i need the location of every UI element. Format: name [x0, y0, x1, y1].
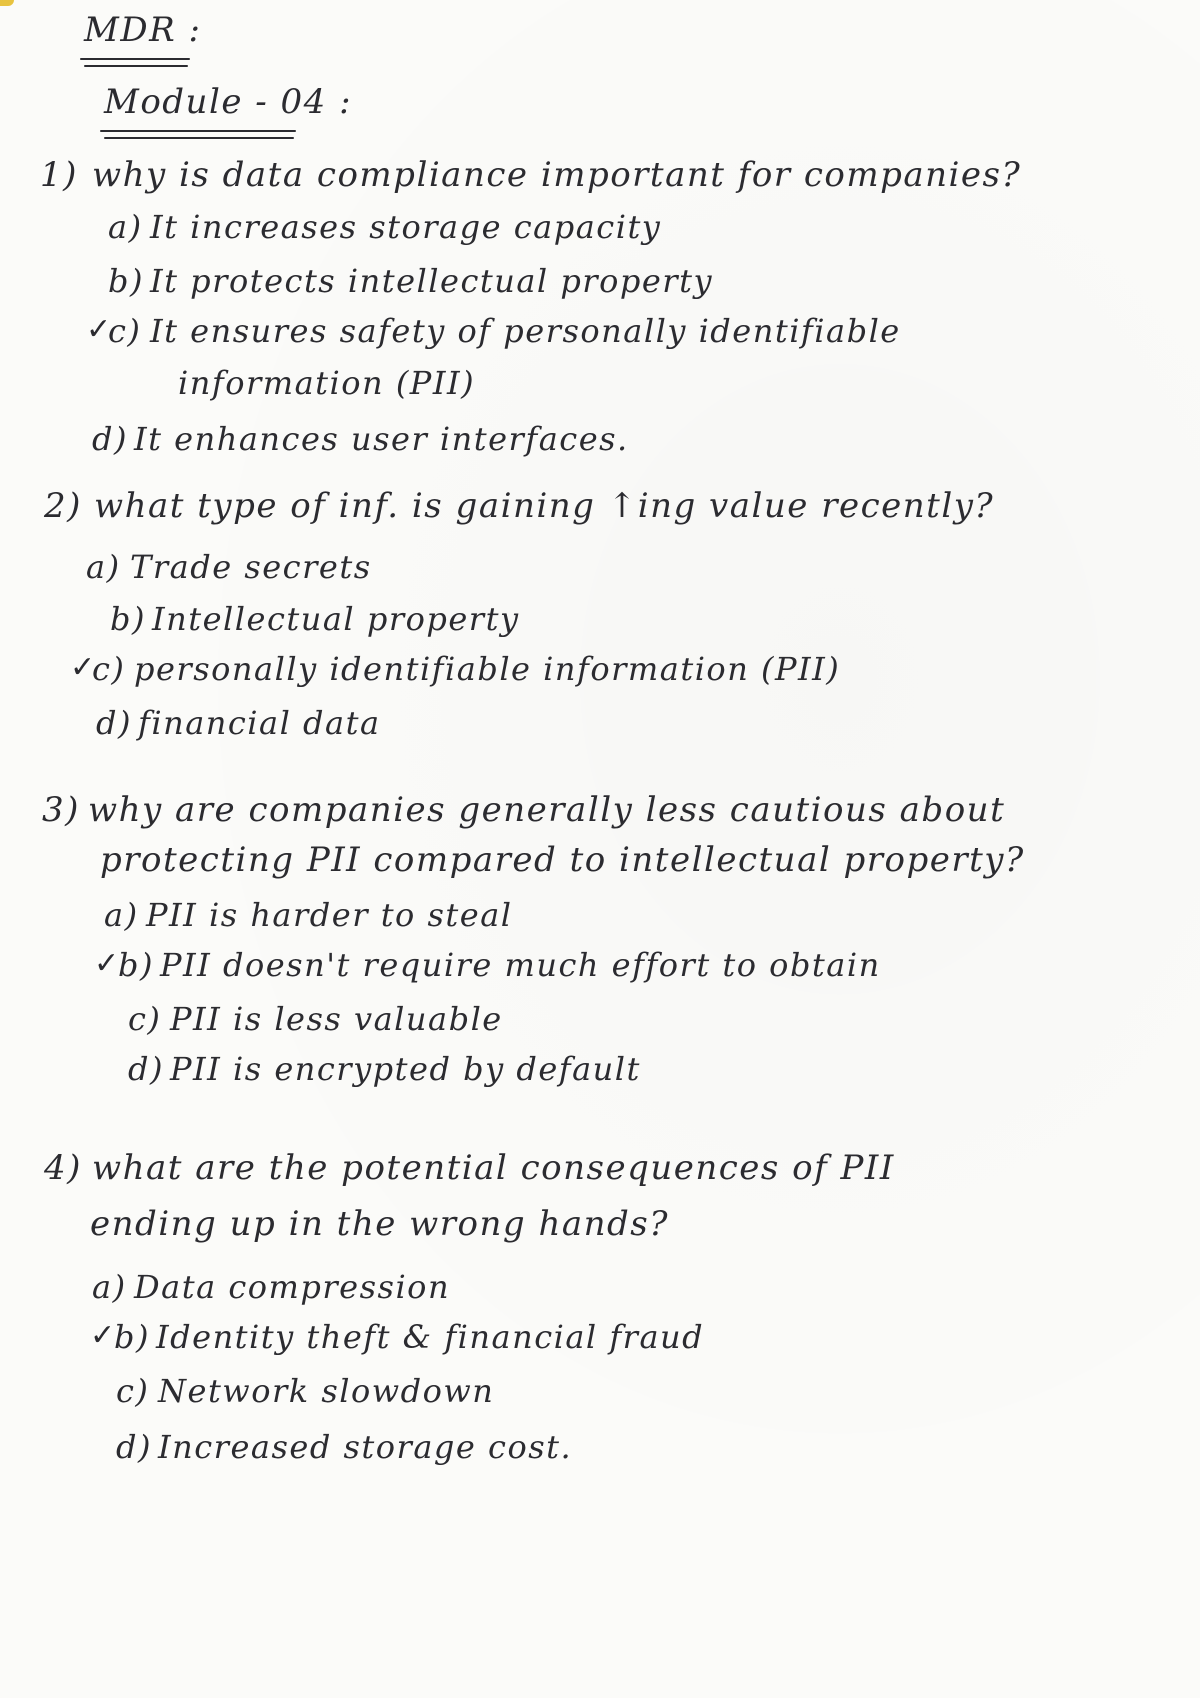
- q3-number: 3): [42, 790, 80, 830]
- q3-option-d-label: d): [128, 1050, 164, 1088]
- subject-underline-2: [84, 65, 188, 67]
- subject-title: MDR :: [84, 10, 202, 50]
- q4-text-line-2: ending up in the wrong hands?: [90, 1204, 669, 1244]
- q1-option-a: It increases storage capacity: [150, 208, 662, 246]
- q4-option-c: Network slowdown: [158, 1372, 495, 1410]
- module-title: Module - 04 :: [104, 82, 353, 122]
- q3-option-b: PII doesn't require much effort to obtain: [160, 946, 881, 984]
- q4-option-b: Identity theft & financial fraud: [156, 1318, 705, 1356]
- q2-option-a-label: a): [86, 548, 121, 586]
- q4-option-d: Increased storage cost.: [158, 1428, 573, 1466]
- q4-answer-check-icon: ✓: [90, 1318, 116, 1353]
- corner-mark: [0, 0, 14, 6]
- q1-option-d-label: d): [92, 420, 128, 458]
- module-underline-2: [104, 137, 294, 139]
- q4-option-a-label: a): [92, 1268, 127, 1306]
- q1-option-c: It ensures safety of personally identifiable: [150, 312, 901, 350]
- q4-option-a: Data compression: [134, 1268, 451, 1306]
- q3-option-a-label: a): [104, 896, 139, 934]
- q1-option-b: It protects intellectual property: [150, 262, 714, 300]
- q3-text-line-1: why are companies generally less cautious about: [88, 790, 1006, 830]
- q2-option-a: Trade secrets: [130, 548, 372, 586]
- subject-underline: [80, 58, 190, 60]
- q1-option-a-label: a): [108, 208, 143, 246]
- q1-answer-check-icon: ✓: [86, 312, 112, 347]
- q4-option-b-label: b): [114, 1318, 150, 1356]
- q4-option-c-label: c): [116, 1372, 150, 1410]
- q2-option-d-label: d): [96, 704, 132, 742]
- q3-text-line-2: protecting PII compared to intellectual property?: [100, 840, 1025, 880]
- q1-option-d: It enhances user interfaces.: [134, 420, 629, 458]
- q3-option-c-label: c): [128, 1000, 162, 1038]
- q3-option-a: PII is harder to steal: [146, 896, 513, 934]
- q2-option-c-label: c): [92, 650, 126, 688]
- q3-option-b-label: b): [118, 946, 154, 984]
- q1-option-b-label: b): [108, 262, 144, 300]
- q2-option-d: financial data: [138, 704, 381, 742]
- q2-option-b-label: b): [110, 600, 146, 638]
- q4-option-d-label: d): [116, 1428, 152, 1466]
- q2-text: what type of inf. is gaining ↑ing value recently?: [94, 486, 995, 526]
- q4-number: 4): [44, 1148, 82, 1188]
- q3-option-c: PII is less valuable: [170, 1000, 503, 1038]
- q1-option-c-continued: information (PII): [178, 364, 476, 402]
- q1-text: why is data compliance important for companies?: [92, 155, 1022, 195]
- q4-text-line-1: what are the potential consequences of PII: [92, 1148, 895, 1188]
- q1-number: 1): [40, 155, 78, 195]
- q3-option-d: PII is encrypted by default: [170, 1050, 641, 1088]
- module-underline: [100, 130, 296, 132]
- q2-option-c: personally identifiable information (PII): [134, 650, 841, 688]
- q2-answer-check-icon: ✓: [70, 650, 96, 685]
- q1-option-c-label: c): [108, 312, 142, 350]
- q2-option-b: Intellectual property: [152, 600, 520, 638]
- q2-number: 2): [44, 486, 82, 526]
- q3-answer-check-icon: ✓: [94, 946, 120, 981]
